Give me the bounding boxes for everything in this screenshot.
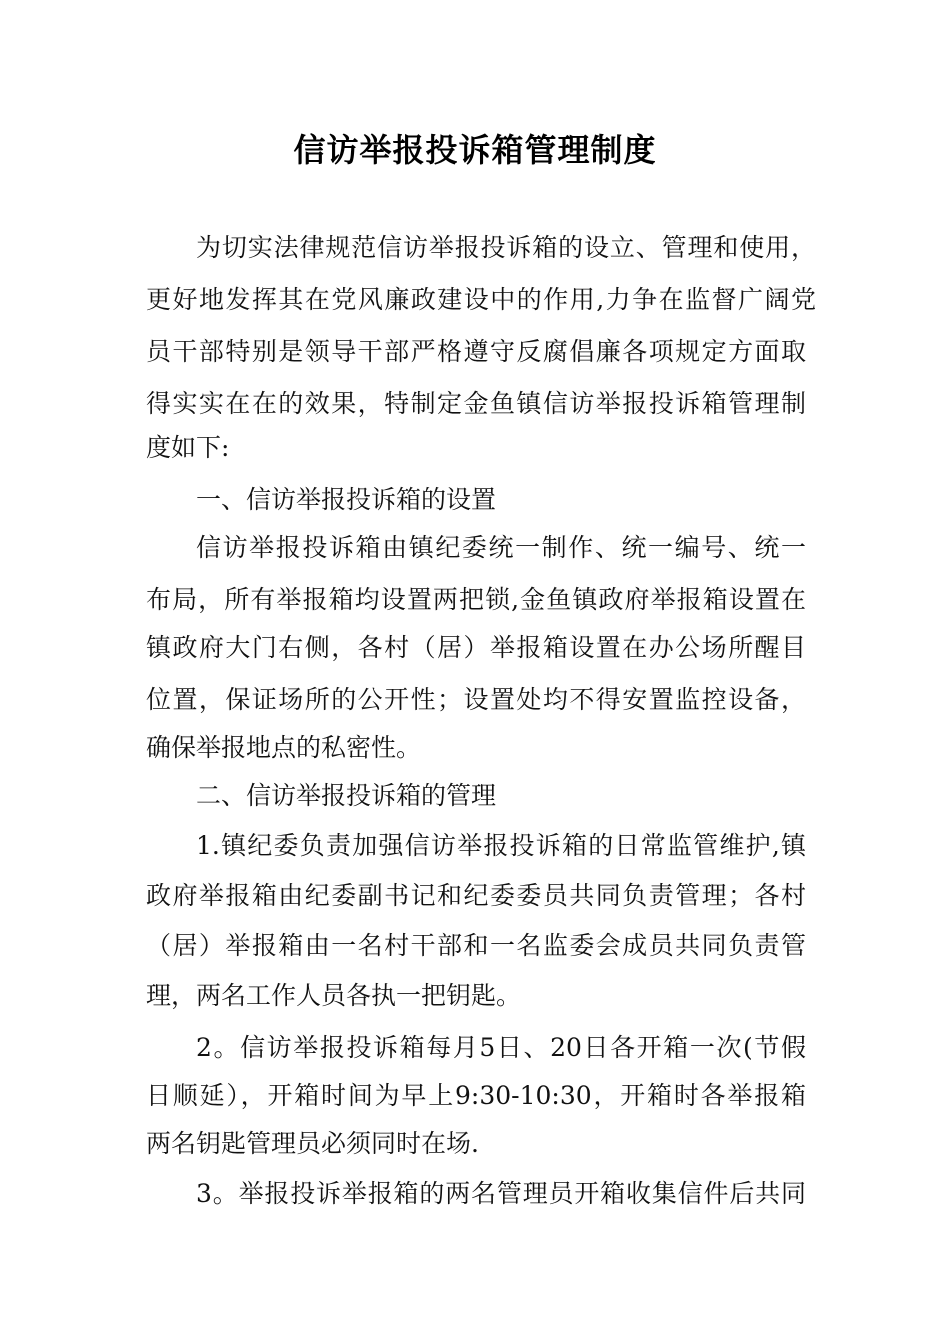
item1-line-1: 1.镇纪委负责加强信访举报投诉箱的日常监管维护,镇 xyxy=(196,831,806,860)
intro-line-2: 更好地发挥其在党风廉政建设中的作用,力争在监督广阔党 xyxy=(146,285,816,314)
section1-line-1: 信访举报投诉箱由镇纪委统一制作、统一编号、统一 xyxy=(196,533,806,562)
item2-line-1: 2。信访举报投诉箱每月5日、20日各开箱一次(节假 xyxy=(196,1033,806,1062)
item2-line-2: 日顺延），开箱时间为早上9:30-10:30，开箱时各举报箱 xyxy=(146,1081,806,1110)
section1-line-5: 确保举报地点的私密性。 xyxy=(146,733,422,762)
section-heading-1: 一、信访举报投诉箱的设置 xyxy=(196,485,497,514)
item2-line-3: 两名钥匙管理员必须同时在场. xyxy=(146,1129,479,1158)
document-title: 信访举报投诉箱管理制度 xyxy=(293,131,657,169)
intro-line-1: 为切实法律规范信访举报投诉箱的设立、管理和使用， xyxy=(196,233,816,262)
section1-line-3: 镇政府大门右侧，各村（居）举报箱设置在办公场所醒目 xyxy=(146,633,806,662)
item1-line-3: （居）举报箱由一名村干部和一名监委会成员共同负责管 xyxy=(146,931,806,960)
intro-line-3: 员干部特别是领导干部严格遵守反腐倡廉各项规定方面取 xyxy=(146,337,806,366)
intro-line-5: 度如下: xyxy=(146,433,230,462)
section-heading-2: 二、信访举报投诉箱的管理 xyxy=(196,781,497,810)
item1-line-4: 理，两名工作人员各执一把钥匙。 xyxy=(146,981,522,1010)
section1-line-2: 布局，所有举报箱均设置两把锁,金鱼镇政府举报箱设置在 xyxy=(146,585,806,614)
section1-line-4: 位置，保证场所的公开性；设置处均不得安置监控设备， xyxy=(146,685,806,714)
item3-line-1: 3。举报投诉举报箱的两名管理员开箱收集信件后共同 xyxy=(196,1179,806,1208)
item1-line-2: 政府举报箱由纪委副书记和纪委委员共同负责管理；各村 xyxy=(146,881,806,910)
intro-line-4: 得实实在在的效果，特制定金鱼镇信访举报投诉箱管理制 xyxy=(146,389,806,418)
